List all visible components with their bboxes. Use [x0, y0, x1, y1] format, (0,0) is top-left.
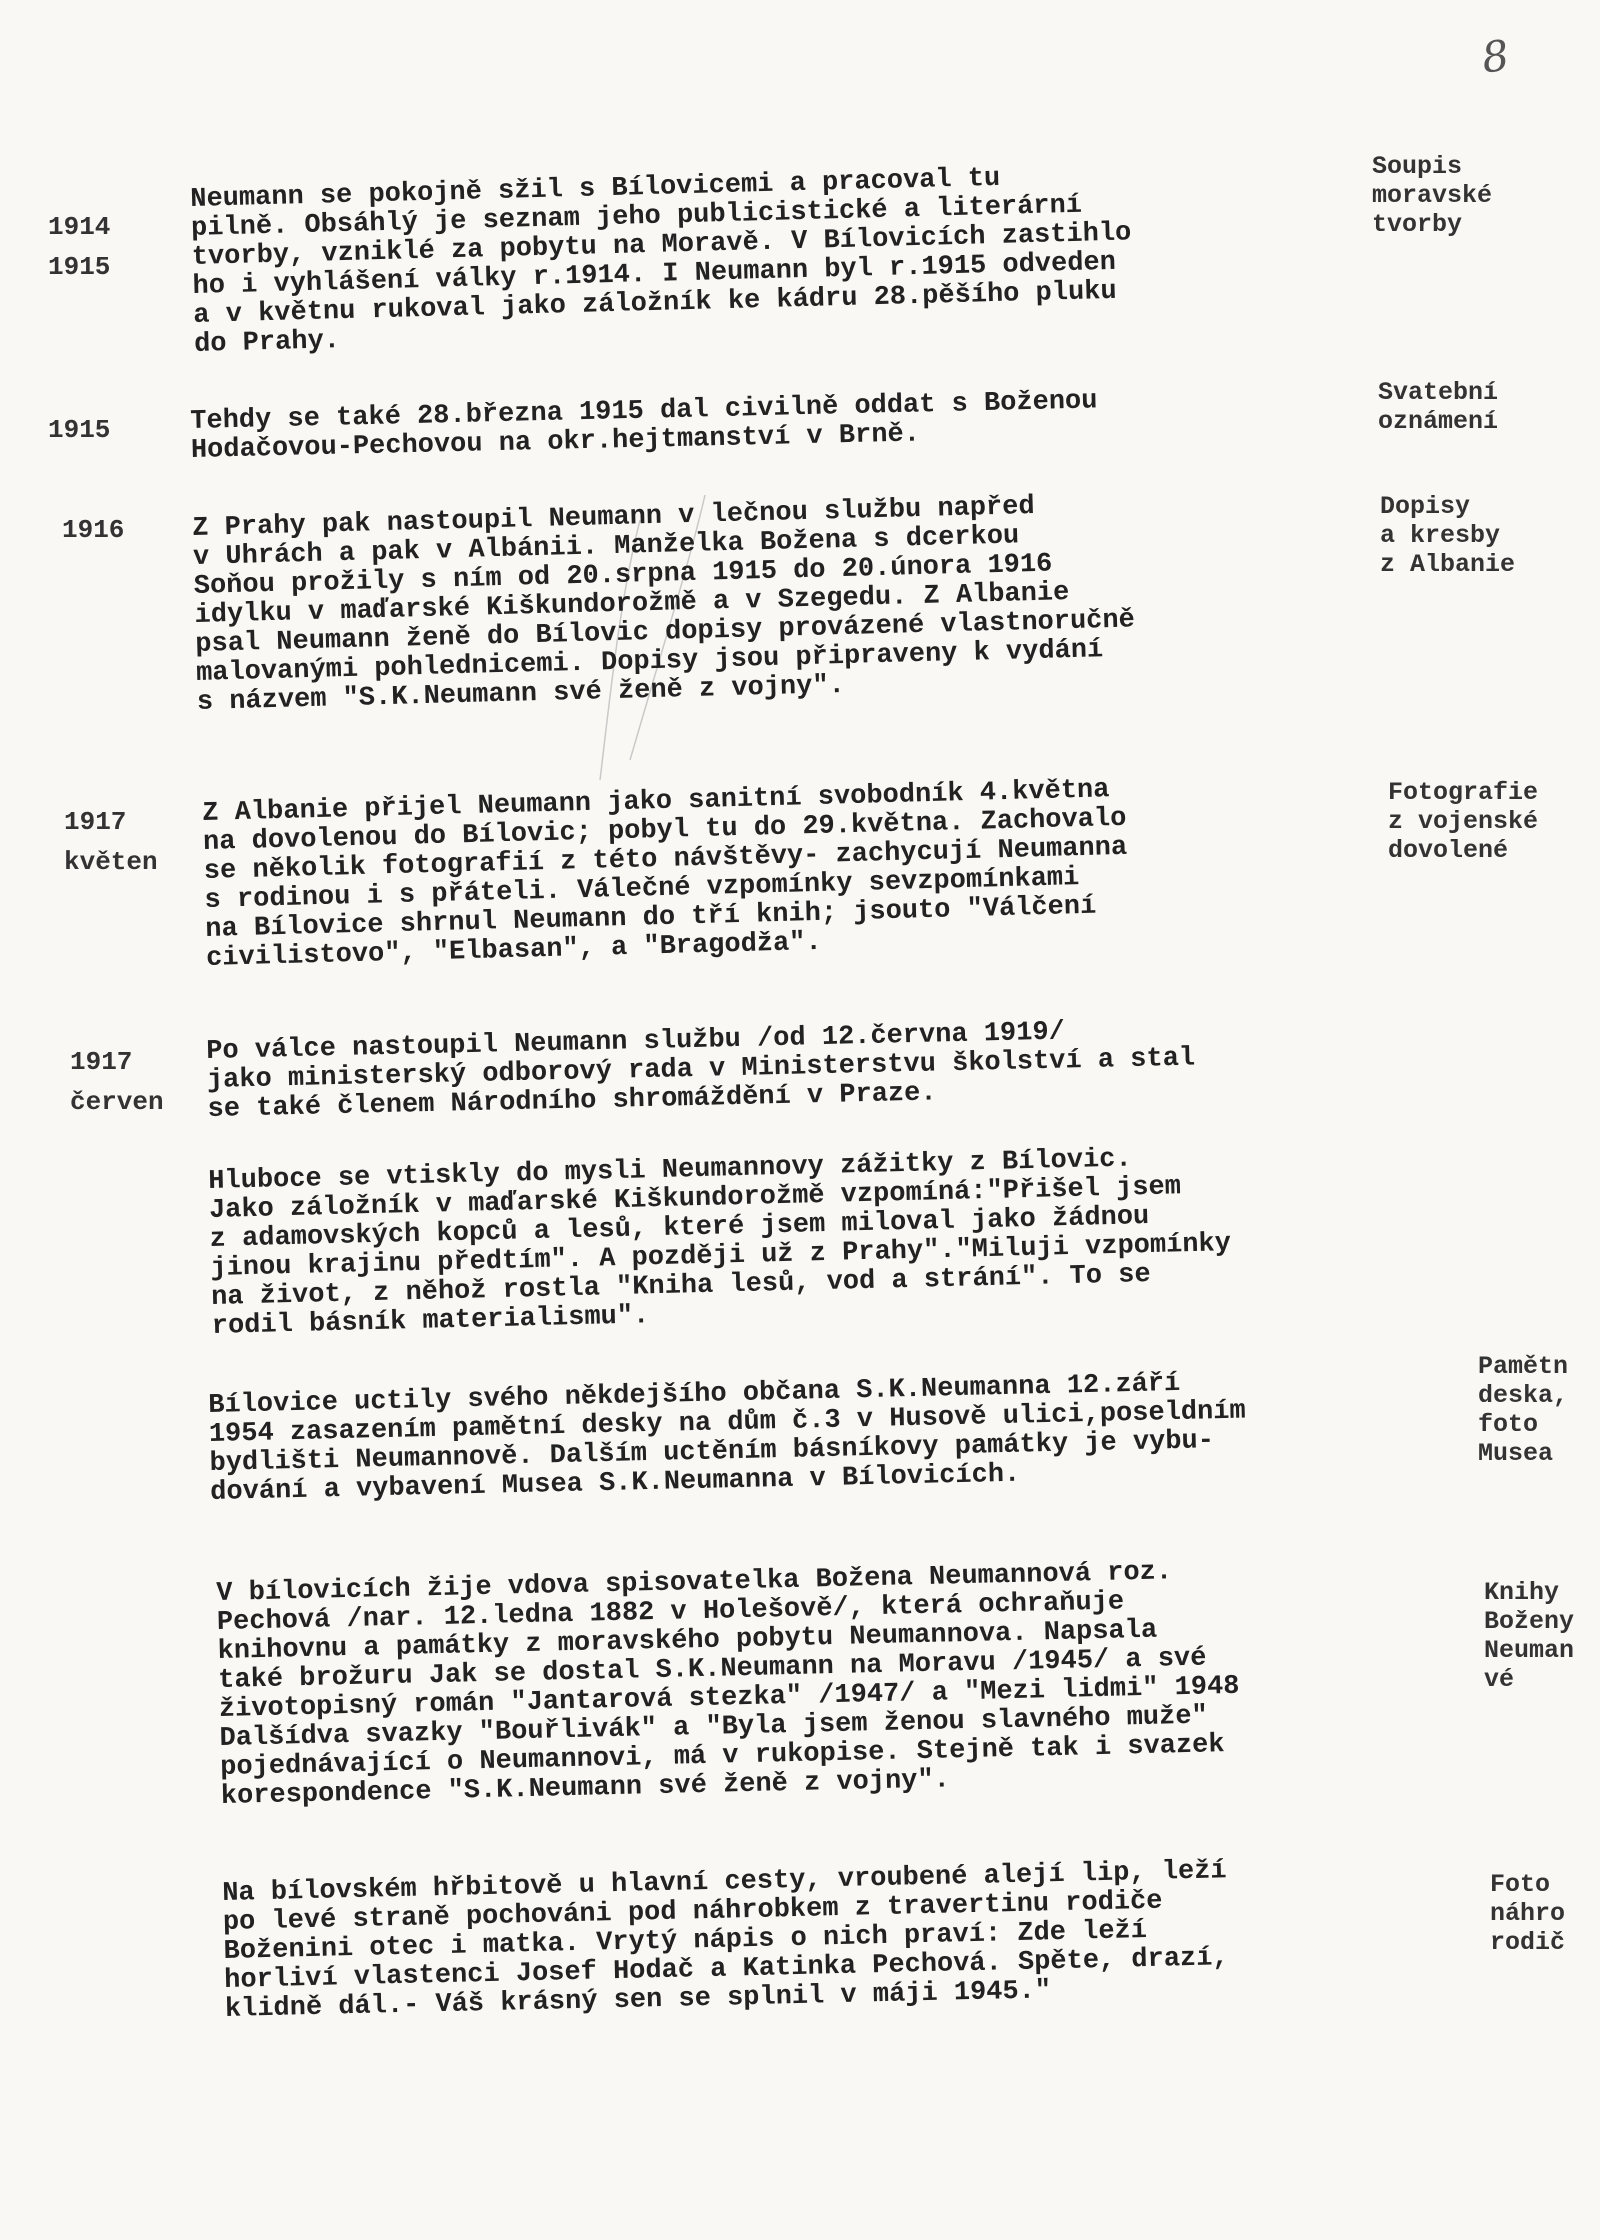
entry-text: Z Prahy pak nastoupil Neumann v lečnou službu napřed v Uhrách a pak v Albánii. Manželka Božena s dcerkou Soňou prožily s ním od 20.srpna 1915 do 20.února 1916 idylku v maďarské Kiškundorožmě a v Szegedu. Z Albanie psal Neumann ženě do Bílovic dopisy provázené vlastnoručně malovanými pohlednicemi. Dopisy jsou připraveny k vydání s názvem "S.K.Neumann své ženě z vojny".: [191, 491, 1136, 718]
margin-note: Foto náhro rodič: [1490, 1870, 1566, 1957]
entry-text: Bílovice uctily svého někdejšího občana S.K.Neumanna 12.září 1954 zasazením pamětní desky na dům č.3 v Husově ulici,poseldním bydlišti Neumannově. Dalším uctěním básníkovy památky je vybu- dování a vybavení Musea S.K.Neumanna v Bílovicích.: [207, 1368, 1247, 1508]
entry-text: Hluboce se vtiskly do mysli Neumannovy zážitky z Bílovic. Jako záložník v maďarské Kiškundorožmě vzpomíná:"Přišel jsem z adamovských kopců a lesů, které jsem miloval jako žádnou jinou krajinu předtím". A později už z Prahy"."Miluji vzpomínky na život, z něhož rostla "Kniha lesů, vod a strání". To se rodil básník materialismu".: [207, 1144, 1232, 1342]
entry-text: Neumann se pokojně sžil s Bílovicemi a pracoval tu pilně. Obsáhlý je seznam jeho publicistické a literární tvorby, vzniklé za pobytu na Moravě. V Bílovicích zastihlo ho i vyhlášení války r.1914. I Neumann byl r.1915 odveden a v květnu rukoval jako záložník ke kádru 28.pěšího pluku do Prahy.: [189, 163, 1132, 360]
margin-note: Pamětn deska, foto Musea: [1478, 1352, 1569, 1468]
entry-text: Tehdy se také 28.března 1915 dal civilně oddat s Boženou Hodačovou-Pechovou na okr.hejtmanství v Brně.: [189, 386, 1098, 466]
entry-text: V bílovicích žije vdova spisovatelka Božena Neumannová roz. Pechová /nar. 12.ledna 1882 v Holešově/, která ochraňuje knihovnu a památky z moravského pobytu Neumannova. Napsala také brožuru Jak se dostal S.K.Neumann na Moravu /1945/ a své životopisný román "Jantarová stezka" /1947/ a "Mezi lidmi" 1948 Dalšídva svazky "Bouřlivák" a "Byla jsem ženou slavného muže" pojednávající o Neumannovi, má v rukopise. Stejně tak i svazek korespondence "S.K.Neumann své ženě z vojny".: [215, 1557, 1240, 1812]
entry-year: 1916: [62, 515, 125, 545]
entry-year: 1917 červen: [70, 1047, 164, 1117]
entry-text: Z Albanie přijel Neumann jako sanitní svobodník 4.května na dovolenou do Bílovic; pobyl tu do 29.května. Zachovalo se několik fotografií z této návštěvy- zachycují Neumanna s rodinou i s přáteli. Válečné vzpomínky sevzpomínkami na Bílovice shrnul Neumann do tří knih; jsouto "Válčení civilistovo", "Elbasan", a "Bragodža".: [201, 775, 1128, 974]
margin-note: Svatební oznámení: [1378, 378, 1499, 436]
margin-note: Dopisy a kresby z Albanie: [1380, 492, 1516, 579]
entry-year: 1914 1915: [48, 212, 111, 282]
margin-note: Knihy Boženy Neuman vé: [1484, 1578, 1575, 1694]
entry-year: 1915: [48, 415, 111, 445]
margin-note: Soupis moravské tvorby: [1372, 152, 1493, 239]
entry-text: Po válce nastoupil Neumann službu /od 12.června 1919/ jako ministerský odborový rada v Ministerstvu školství a stal se také členem Národního shromáždění v Praze.: [205, 1017, 1196, 1125]
margin-note: Fotografie z vojenské dovolené: [1388, 778, 1539, 865]
entry-text: Na bílovském hřbitově u hlavní cesty, vroubené alejí lip, leží po levé straně pochováni pod náhrobkem z travertinu rodiče Boženini otec i matka. Vrytý nápis o nich praví: Zde leží horliví vlastenci Josef Hodač a Katinka Pechová. Spěte, drazí, klidně dál.- Váš krásný sen se splnil v máji 1945.": [221, 1856, 1229, 2025]
entry-year: 1917 květen: [64, 807, 158, 877]
page-number: 8: [1478, 30, 1513, 83]
